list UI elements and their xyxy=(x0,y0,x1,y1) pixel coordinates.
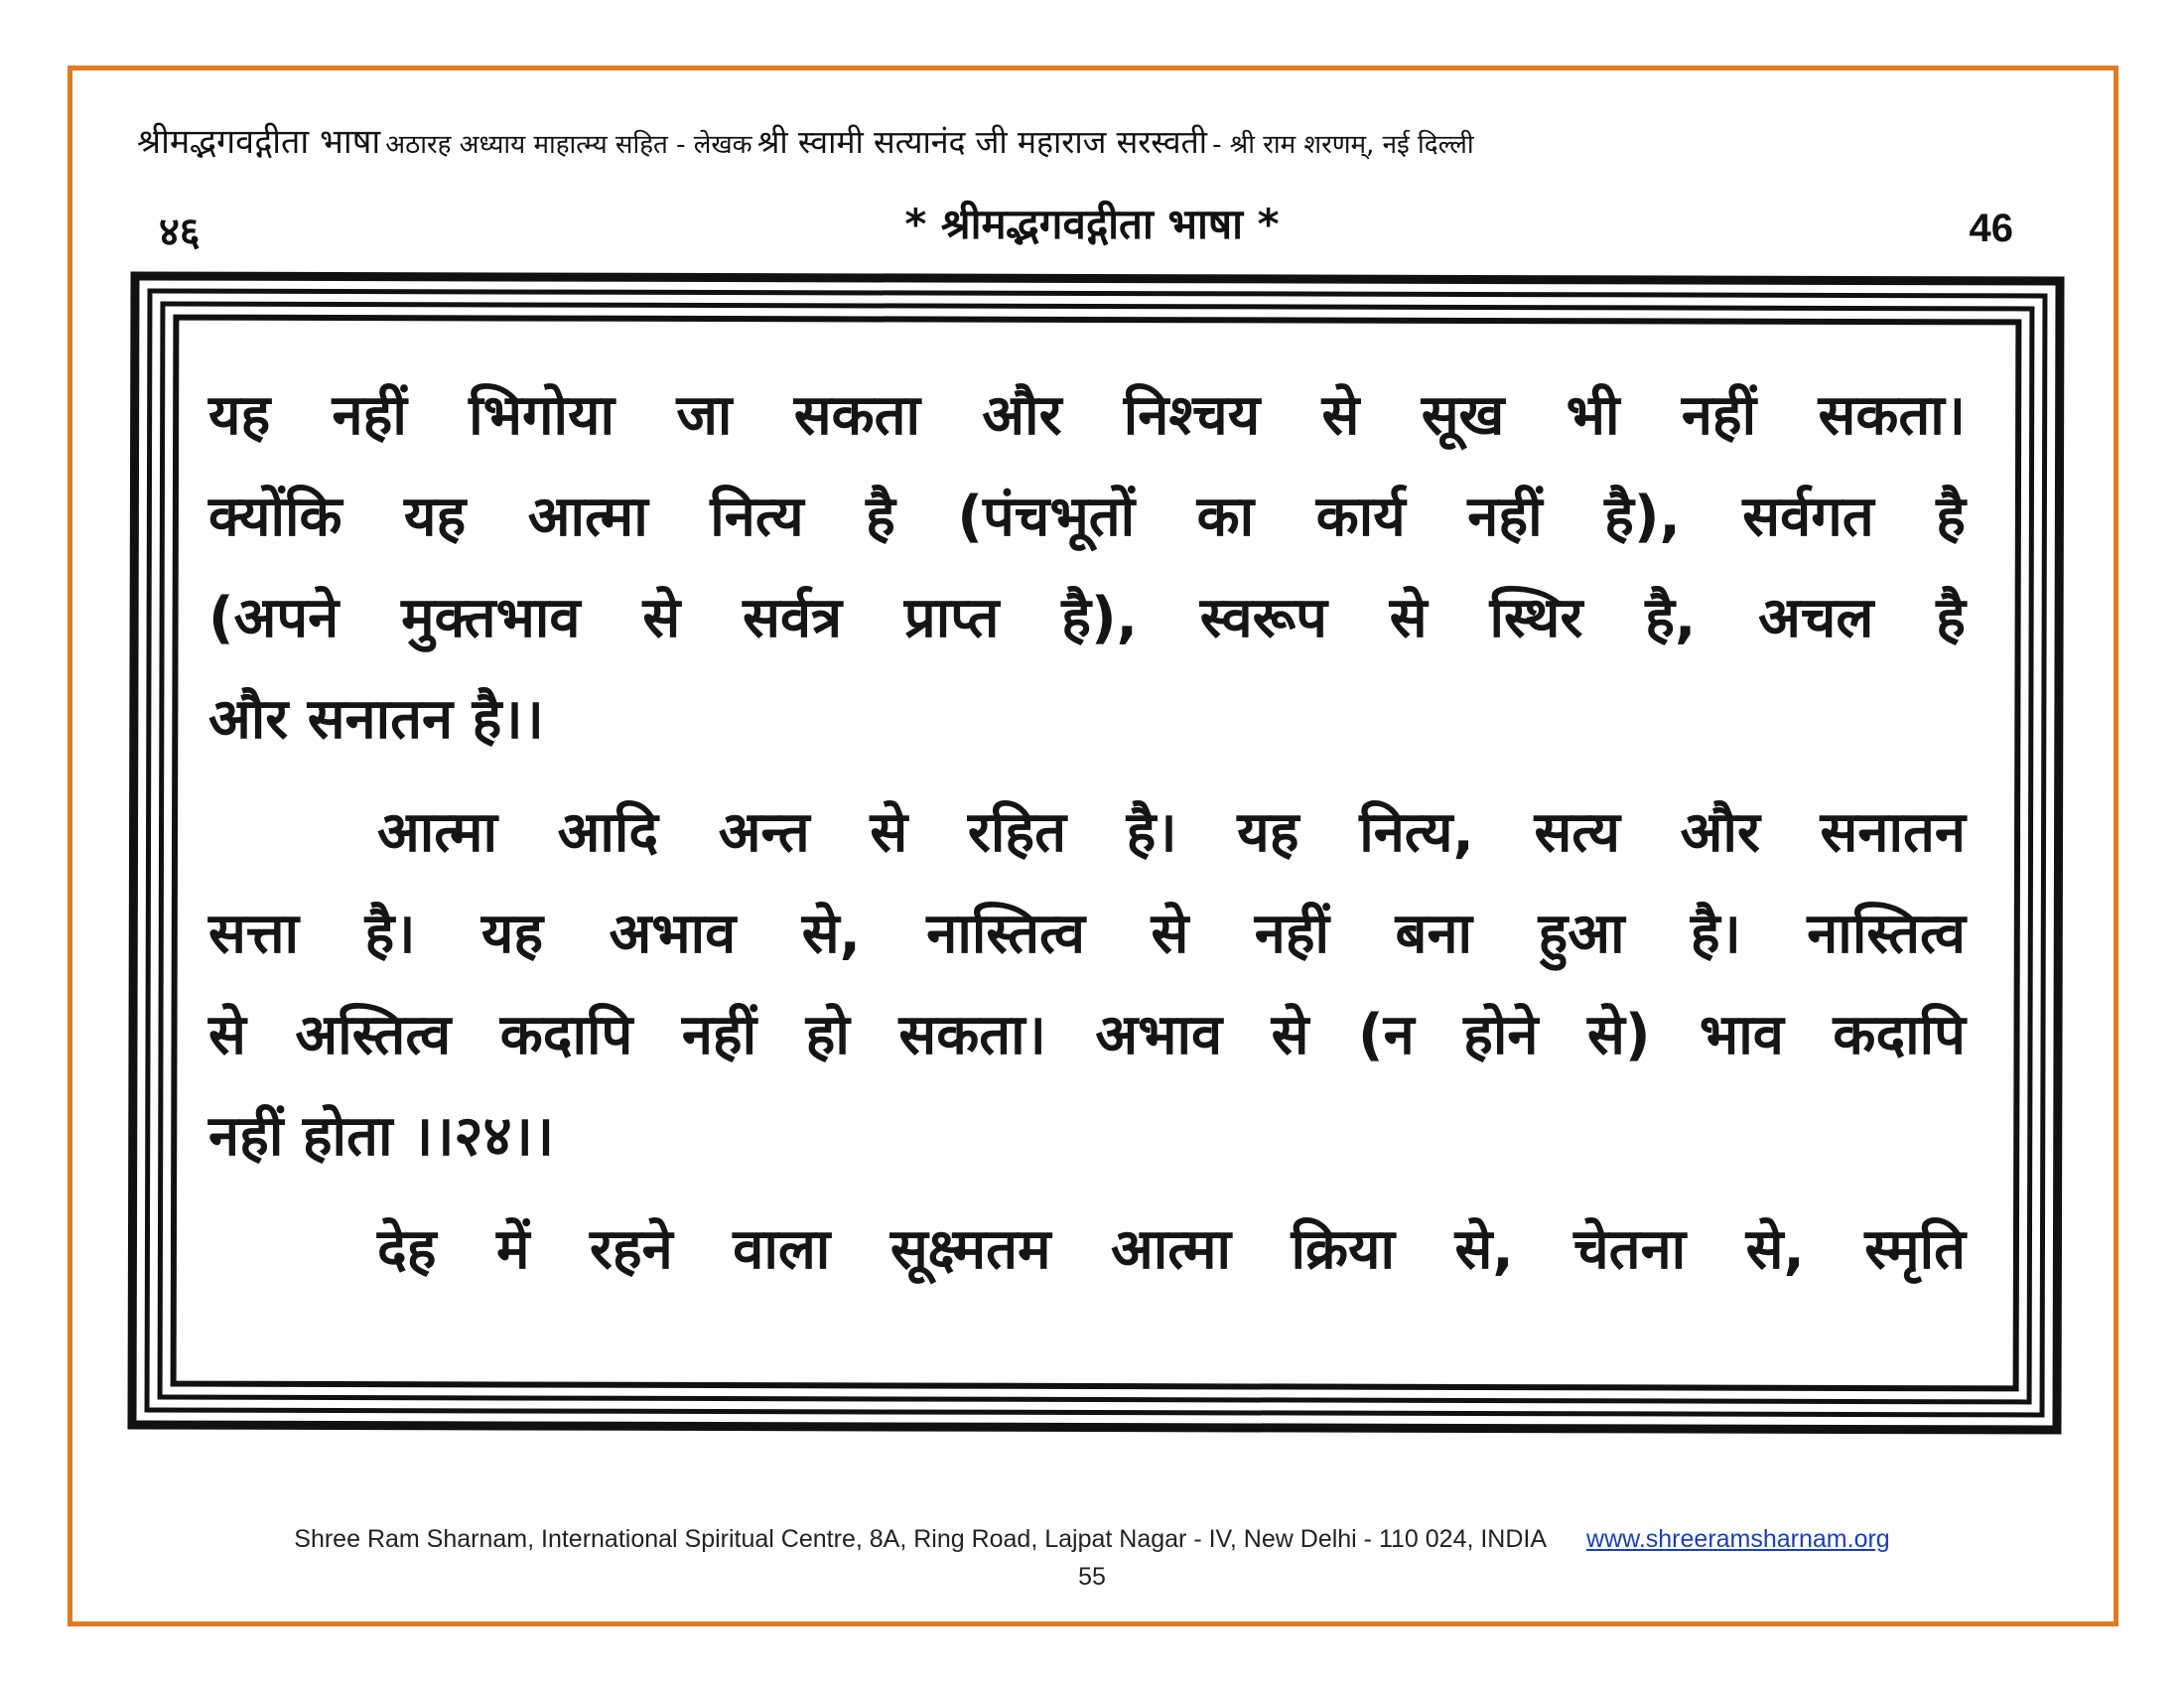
footer-address: Shree Ram Sharnam, International Spiritual Centre, 8A, Ring Road, Lajpat Nagar - IV, New Delhi - 110 024, INDIA xyxy=(294,1525,1548,1553)
text-line: और सनातन है।। xyxy=(208,687,544,752)
title-main: श्रीमद्भगवद्गीता भाषा xyxy=(137,122,381,162)
title-sub: अठारह अध्याय माहात्म्य सहित - लेखक xyxy=(385,130,752,160)
text-line: (अपने मुक्तभाव से सर्वत्र प्राप्त है), स्वरूप से स्थिर है, अचल है xyxy=(208,586,1966,650)
text-line: से अस्तित्व कदापि नहीं हो सकता। अभाव से (न होने से) भाव कदापि xyxy=(208,1003,1966,1067)
page-number-arabic: 46 xyxy=(1969,207,2013,250)
scripture-text xyxy=(208,365,1966,1301)
website-link[interactable]: www.shreeramsharnam.org xyxy=(1586,1525,1890,1553)
title-author: श्री स्वामी सत्यानंद जी महाराज सरस्वती xyxy=(756,123,1208,161)
footer-page-number: 55 xyxy=(1078,1563,1106,1591)
text-line: आत्मा आदि अन्त से रहित है। यह नित्य, सत्य और सनातन xyxy=(377,800,1966,865)
title-publisher: - श्री राम शरणम्, नई दिल्ली xyxy=(1212,130,1474,160)
text-line: देह में रहने वाला सूक्ष्मतम आत्मा क्रिया से, चेतना से, स्मृति xyxy=(377,1217,1966,1282)
document-title xyxy=(137,117,2063,163)
page-number-devanagari: ४६ xyxy=(159,210,201,255)
text-line: सत्ता है। यह अभाव से, नास्तित्व से नहीं बना हुआ है। नास्तित्व xyxy=(208,902,1966,966)
text-line: यह नहीं भिगोया जा सकता और निश्चय से सूख भी नहीं सकता। xyxy=(208,383,1966,448)
text-line: नहीं होता ।।२४।। xyxy=(208,1104,555,1169)
running-heading: * श्रीमद्भगवद्गीता भाषा * xyxy=(904,200,1280,248)
footer-address-line xyxy=(0,1525,2184,1554)
text-line: क्योंकि यह आत्मा नित्य है (पंचभूतों का कार्य नहीं है), सर्वगत है xyxy=(208,485,1966,549)
